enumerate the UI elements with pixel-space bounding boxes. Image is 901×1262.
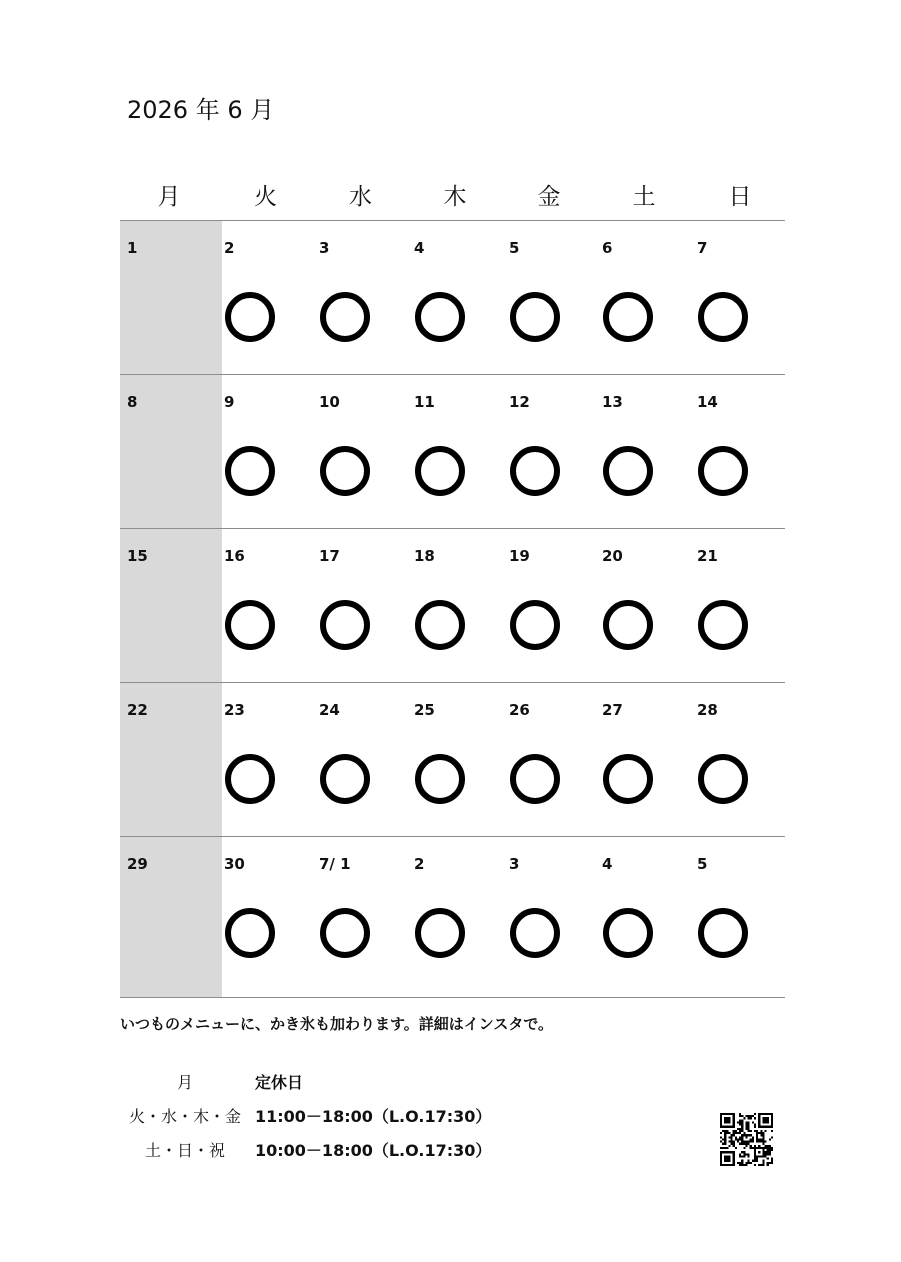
day-cell bbox=[317, 837, 412, 997]
open-circle-mark bbox=[225, 754, 275, 804]
hours-time-value: 10:00－18:00（L.O.17:30） bbox=[255, 1140, 492, 1160]
open-circle-mark bbox=[603, 600, 653, 650]
open-circle-mark bbox=[698, 600, 748, 650]
day-number: 21 bbox=[697, 547, 718, 565]
day-number: 7 bbox=[697, 239, 708, 257]
day-number: 6 bbox=[602, 239, 613, 257]
day-number: 13 bbox=[602, 393, 623, 411]
day-cell bbox=[412, 221, 507, 374]
day-number: 30 bbox=[224, 855, 245, 873]
weekday-label: 日 bbox=[728, 184, 752, 210]
closed-day-cell bbox=[120, 683, 222, 836]
day-cell bbox=[222, 683, 317, 836]
calendar-grid bbox=[120, 220, 785, 998]
day-cell bbox=[507, 529, 600, 682]
day-cell bbox=[222, 221, 317, 374]
day-cell bbox=[600, 529, 695, 682]
open-circle-mark bbox=[320, 446, 370, 496]
day-number: 8 bbox=[127, 393, 138, 411]
hours-row bbox=[120, 1064, 491, 1098]
closed-day-cell bbox=[120, 529, 222, 682]
day-number: 1 bbox=[127, 239, 138, 257]
day-cell bbox=[695, 683, 785, 836]
open-circle-mark bbox=[698, 292, 748, 342]
day-cell bbox=[222, 375, 317, 528]
day-number: 3 bbox=[509, 855, 520, 873]
day-cell bbox=[317, 683, 412, 836]
calendar-title: 2026 年 6 月 bbox=[127, 96, 275, 124]
weekday-label: 水 bbox=[349, 184, 372, 210]
notice-text: いつものメニューに、かき氷も加わります。詳細はインスタで。 bbox=[120, 1015, 554, 1033]
closed-day-cell bbox=[120, 837, 222, 997]
day-number: 2 bbox=[414, 855, 425, 873]
hours-time-value: 11:00－18:00（L.O.17:30） bbox=[255, 1106, 492, 1126]
day-cell bbox=[222, 529, 317, 682]
week-row bbox=[120, 528, 785, 682]
day-number: 29 bbox=[127, 855, 148, 873]
day-number: 27 bbox=[602, 701, 623, 719]
open-circle-mark bbox=[415, 754, 465, 804]
day-cell bbox=[600, 375, 695, 528]
open-circle-mark bbox=[603, 908, 653, 958]
day-number: 14 bbox=[697, 393, 718, 411]
day-cell bbox=[600, 221, 695, 374]
open-circle-mark bbox=[603, 292, 653, 342]
open-circle-mark bbox=[510, 754, 560, 804]
day-cell bbox=[600, 837, 695, 997]
day-number: 17 bbox=[319, 547, 340, 565]
day-number: 25 bbox=[414, 701, 435, 719]
day-number: 20 bbox=[602, 547, 623, 565]
weekday-label: 土 bbox=[632, 184, 656, 210]
day-cell bbox=[317, 375, 412, 528]
day-number: 16 bbox=[224, 547, 245, 565]
day-number: 9 bbox=[224, 393, 235, 411]
hours-days-label: 火・水・木・金 bbox=[128, 1106, 241, 1126]
hours-days-label: 土・日・祝 bbox=[144, 1140, 225, 1160]
day-cell bbox=[695, 837, 785, 997]
day-number: 4 bbox=[414, 239, 425, 257]
day-number: 11 bbox=[414, 393, 435, 411]
day-number: 4 bbox=[602, 855, 613, 873]
open-circle-mark bbox=[698, 908, 748, 958]
day-cell bbox=[600, 683, 695, 836]
open-circle-mark bbox=[225, 908, 275, 958]
open-circle-mark bbox=[415, 908, 465, 958]
week-row bbox=[120, 374, 785, 528]
day-number: 3 bbox=[319, 239, 330, 257]
open-circle-mark bbox=[225, 446, 275, 496]
day-number: 15 bbox=[127, 547, 148, 565]
day-number: 5 bbox=[697, 855, 708, 873]
hours-days-label: 月 bbox=[176, 1072, 193, 1092]
open-circle-mark bbox=[320, 908, 370, 958]
day-cell bbox=[507, 837, 600, 997]
hours-time-value: 定休日 bbox=[255, 1072, 304, 1092]
open-circle-mark bbox=[510, 446, 560, 496]
closed-day-cell bbox=[120, 375, 222, 528]
day-number: 10 bbox=[319, 393, 340, 411]
open-circle-mark bbox=[510, 292, 560, 342]
day-number: 12 bbox=[509, 393, 530, 411]
day-cell bbox=[507, 375, 600, 528]
day-number: 23 bbox=[224, 701, 245, 719]
open-circle-mark bbox=[510, 600, 560, 650]
day-number: 26 bbox=[509, 701, 530, 719]
open-circle-mark bbox=[698, 446, 748, 496]
day-cell bbox=[507, 683, 600, 836]
day-cell bbox=[695, 221, 785, 374]
open-circle-mark bbox=[603, 754, 653, 804]
open-circle-mark bbox=[320, 754, 370, 804]
day-number: 28 bbox=[697, 701, 718, 719]
day-number: 7/ 1 bbox=[319, 855, 351, 873]
day-cell bbox=[412, 375, 507, 528]
day-number: 24 bbox=[319, 701, 340, 719]
weekday-label: 金 bbox=[537, 184, 561, 210]
open-circle-mark bbox=[415, 446, 465, 496]
open-circle-mark bbox=[698, 754, 748, 804]
open-circle-mark bbox=[603, 446, 653, 496]
day-cell bbox=[695, 375, 785, 528]
day-cell bbox=[317, 221, 412, 374]
day-cell bbox=[695, 529, 785, 682]
qr-code-icon[interactable] bbox=[720, 1113, 773, 1166]
week-row bbox=[120, 220, 785, 374]
open-circle-mark bbox=[320, 292, 370, 342]
business-hours bbox=[120, 1064, 491, 1166]
weekday-label: 木 bbox=[443, 184, 467, 210]
closed-day-cell bbox=[120, 221, 222, 374]
day-number: 2 bbox=[224, 239, 235, 257]
day-cell bbox=[507, 221, 600, 374]
weekday-label: 月 bbox=[157, 184, 181, 210]
open-circle-mark bbox=[510, 908, 560, 958]
day-number: 22 bbox=[127, 701, 148, 719]
day-number: 19 bbox=[509, 547, 530, 565]
day-cell bbox=[222, 837, 317, 997]
open-circle-mark bbox=[225, 600, 275, 650]
open-circle-mark bbox=[225, 292, 275, 342]
open-circle-mark bbox=[415, 292, 465, 342]
open-circle-mark bbox=[320, 600, 370, 650]
day-number: 18 bbox=[414, 547, 435, 565]
day-cell bbox=[412, 683, 507, 836]
day-cell bbox=[412, 837, 507, 997]
day-cell bbox=[317, 529, 412, 682]
week-row bbox=[120, 836, 785, 998]
weekday-label: 火 bbox=[254, 184, 277, 210]
open-circle-mark bbox=[415, 600, 465, 650]
day-number: 5 bbox=[509, 239, 520, 257]
hours-row bbox=[120, 1132, 491, 1166]
hours-row bbox=[120, 1098, 491, 1132]
weekday-header bbox=[120, 180, 788, 214]
day-cell bbox=[412, 529, 507, 682]
week-row bbox=[120, 682, 785, 836]
